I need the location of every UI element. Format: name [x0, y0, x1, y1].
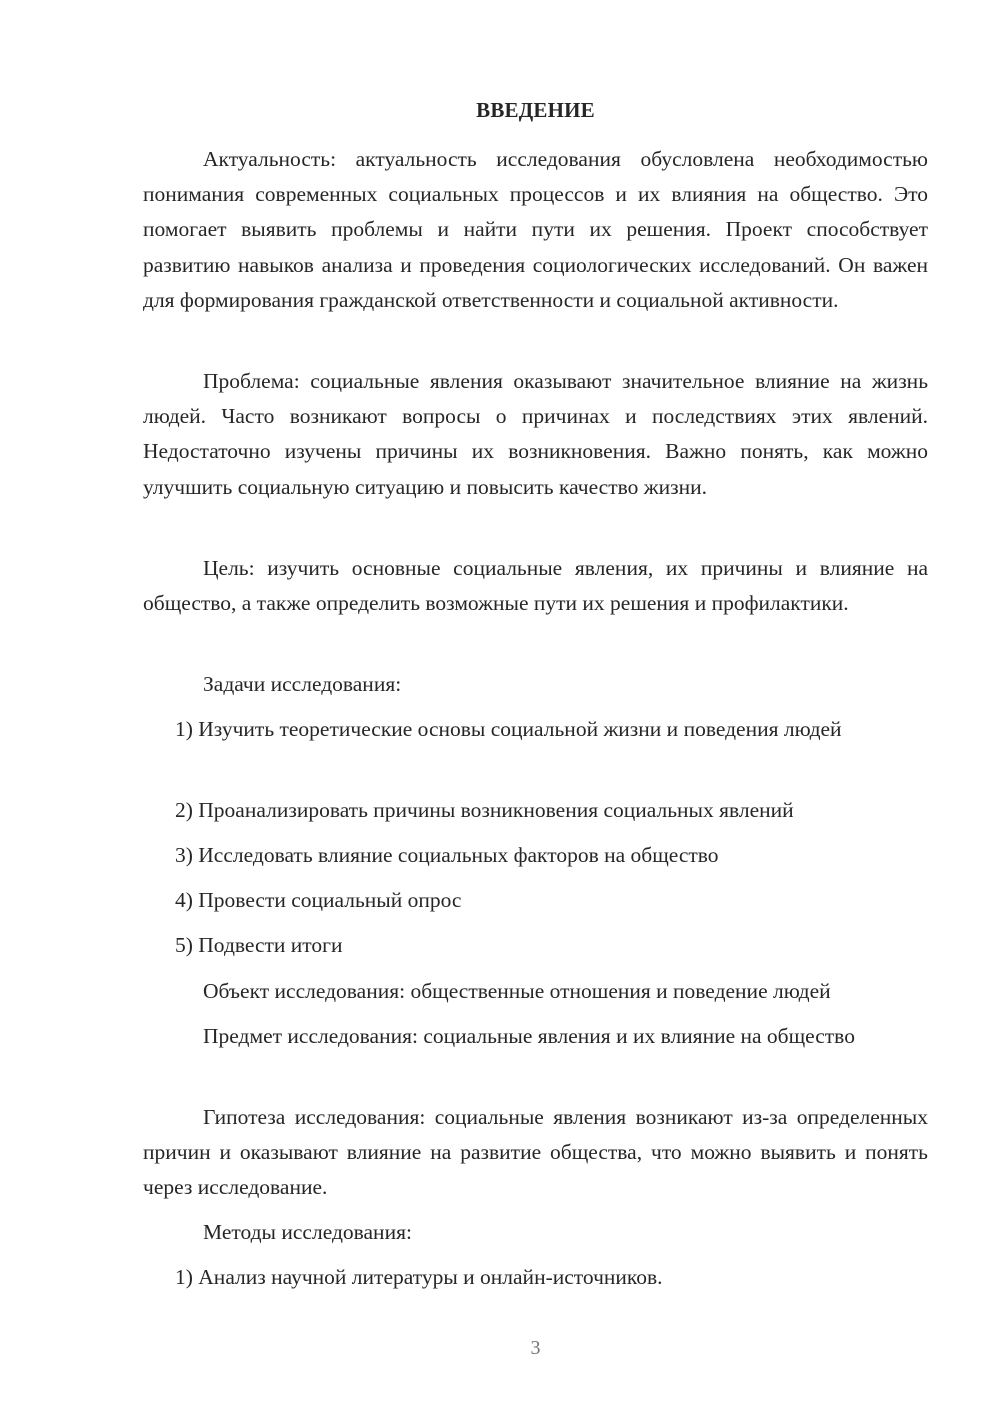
task-item: 2) Проанализировать причины возникновения социальных явлений: [175, 798, 794, 822]
page-number: 3: [530, 1337, 541, 1359]
hypothesis-paragraph: Гипотеза исследования: социальные явления возникают из-за определенных причин и оказывают влияние на развитие общества, что можно выявить и понять через исследование.: [143, 1105, 928, 1200]
object-paragraph: Объект исследования: общественные отношения и поведение людей: [203, 979, 831, 1003]
task-item: 3) Исследовать влияние социальных факторов на общество: [175, 843, 719, 867]
subject-paragraph: Предмет исследования: социальные явления и их влияние на общество: [203, 1024, 855, 1048]
relevance-paragraph: Актуальность: актуальность исследования обусловлена необходимостью понимания современных социальных процессов и их влияния на общество. Это помогает выявить проблемы и найти пути их решения. Проект способствует развитию навыков анализа и проведения социологических исследований. Он важен для формирования гражданской ответственности и социальной активности.: [143, 147, 928, 312]
methods-title: Методы исследования:: [203, 1220, 412, 1244]
task-item: 1) Изучить теоретические основы социальной жизни и поведения людей: [175, 717, 842, 741]
problem-paragraph: Проблема: социальные явления оказывают значительное влияние на жизнь людей. Часто возникают вопросы о причинах и последствиях этих явлений. Недостаточно изучены причины их возникновения. Важно понять, как можно улучшить социальную ситуацию и повысить качество жизни.: [143, 369, 928, 499]
method-item: 1) Анализ научной литературы и онлайн-источников.: [175, 1265, 663, 1289]
task-item: 5) Подвести итоги: [175, 933, 343, 957]
tasks-title: Задачи исследования:: [203, 672, 402, 696]
section-heading: ВВЕДЕНИЕ: [476, 98, 595, 122]
goal-paragraph: Цель: изучить основные социальные явления, их причины и влияние на общество, а также определить возможные пути их решения и профилактики.: [143, 556, 928, 616]
task-item: 4) Провести социальный опрос: [175, 888, 462, 912]
